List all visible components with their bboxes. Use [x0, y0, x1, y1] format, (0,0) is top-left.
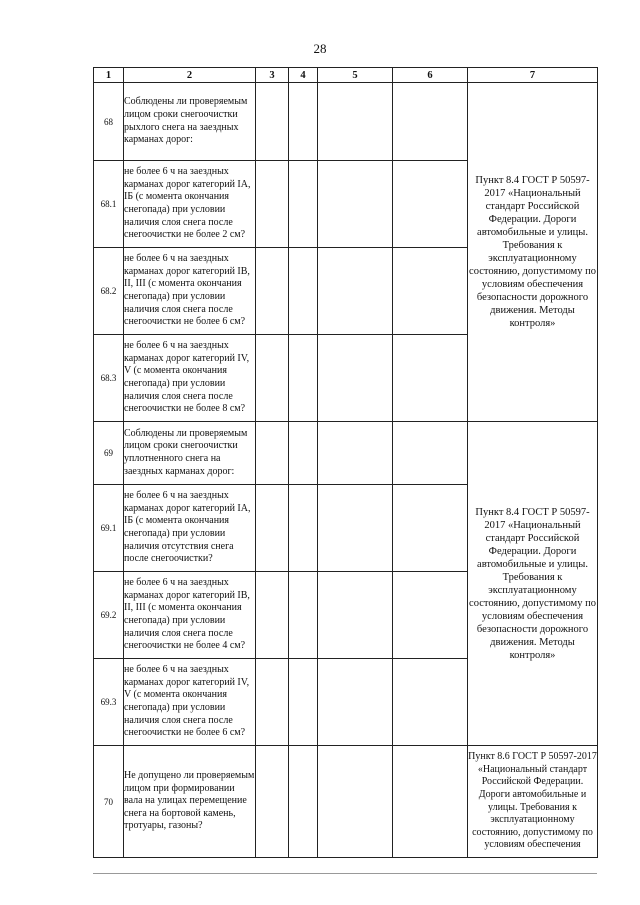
row-number: 70 [94, 746, 124, 858]
empty-cell [393, 335, 468, 422]
empty-cell [256, 485, 289, 572]
checklist-table [93, 67, 598, 858]
empty-cell [289, 248, 318, 335]
empty-cell [256, 746, 289, 858]
empty-cell [318, 422, 393, 485]
empty-cell [256, 572, 289, 659]
column-header: 6 [393, 68, 468, 83]
empty-cell [289, 572, 318, 659]
question-text: не более 6 ч на заездных карманах дорог категорий IА, IБ (с момента окончания снегопада) при условии наличия отсутствия снега после снегоочистки? [124, 485, 256, 572]
question-text: не более 6 ч на заездных карманах дорог категорий IV, V (с момента окончания снегопада) при условии наличия слоя снега после снегоочистки не более 8 см? [124, 335, 256, 422]
empty-cell [393, 248, 468, 335]
question-text: не более 6 ч на заездных карманах дорог категорий IV, V (с момента окончания снегопада) при условии наличия слоя снега после снегоочистки не более 6 см? [124, 659, 256, 746]
row-number: 69.1 [94, 485, 124, 572]
column-header: 4 [289, 68, 318, 83]
page-number: 28 [313, 41, 327, 56]
column-header: 2 [124, 68, 256, 83]
table-row [94, 746, 598, 858]
reference-cell: Пункт 8.6 ГОСТ Р 50597-2017 «Национальный стандарт Российской Федерации. Дороги автомобильные и улицы. Требования к эксплуатационному состоянию, допустимому по условиям обеспечения [468, 746, 598, 858]
empty-cell [318, 248, 393, 335]
row-number: 68.2 [94, 248, 124, 335]
empty-cell [318, 659, 393, 746]
table-row [94, 83, 598, 161]
question-text: Соблюдены ли проверяемым лицом сроки снегоочистки уплотненного снега на заездных карманах дорог: [124, 422, 256, 485]
empty-cell [289, 659, 318, 746]
question-text: не более 6 ч на заездных карманах дорог категорий IВ, II, III (с момента окончания снегопада) при условии наличия слоя снега после снегоочистки не более 4 см? [124, 572, 256, 659]
column-header: 7 [468, 68, 598, 83]
empty-cell [393, 572, 468, 659]
empty-cell [256, 83, 289, 161]
empty-cell [393, 83, 468, 161]
empty-cell [289, 422, 318, 485]
question-text: Соблюдены ли проверяемым лицом сроки снегоочистки рыхлого снега на заездных карманах дорог: [124, 83, 256, 161]
empty-cell [289, 746, 318, 858]
empty-cell [318, 161, 393, 248]
empty-cell [393, 422, 468, 485]
table-row [94, 422, 598, 485]
column-header: 5 [318, 68, 393, 83]
empty-cell [393, 659, 468, 746]
empty-cell [393, 746, 468, 858]
empty-cell [318, 485, 393, 572]
reference-cell: Пункт 8.4 ГОСТ Р 50597-2017 «Национальный стандарт Российской Федерации. Дороги автомобильные и улицы. Требования к эксплуатационному состоянию, допустимому по условиям обеспечения безопасности дорожного движения. Методы контроля» [468, 83, 598, 422]
table-header-row [94, 68, 598, 83]
empty-cell [256, 248, 289, 335]
empty-cell [289, 161, 318, 248]
empty-cell [393, 485, 468, 572]
reference-cell: Пункт 8.4 ГОСТ Р 50597-2017 «Национальный стандарт Российской Федерации. Дороги автомобильные и улицы. Требования к эксплуатационному состоянию, допустимому по условиям обеспечения безопасности дорожного движения. Методы контроля» [468, 422, 598, 746]
empty-cell [256, 422, 289, 485]
column-header: 3 [256, 68, 289, 83]
empty-cell [289, 335, 318, 422]
page-bottom-rule [93, 873, 597, 874]
question-text: Не допущено ли проверяемым лицом при формировании вала на улицах перемещение снега на бортовой камень, тротуары, газоны? [124, 746, 256, 858]
empty-cell [256, 335, 289, 422]
empty-cell [256, 659, 289, 746]
empty-cell [289, 83, 318, 161]
row-number: 69 [94, 422, 124, 485]
empty-cell [318, 335, 393, 422]
empty-cell [318, 572, 393, 659]
empty-cell [393, 161, 468, 248]
empty-cell [318, 83, 393, 161]
row-number: 69.2 [94, 572, 124, 659]
row-number: 69.3 [94, 659, 124, 746]
row-number: 68.1 [94, 161, 124, 248]
column-header: 1 [94, 68, 124, 83]
empty-cell [256, 161, 289, 248]
row-number: 68.3 [94, 335, 124, 422]
empty-cell [289, 485, 318, 572]
empty-cell [318, 746, 393, 858]
row-number: 68 [94, 83, 124, 161]
question-text: не более 6 ч на заездных карманах дорог категорий IА, IБ (с момента окончания снегопада) при условии наличия слоя снега после снегоочистки не более 2 см? [124, 161, 256, 248]
question-text: не более 6 ч на заездных карманах дорог категорий IВ, II, III (с момента окончания снегопада) при условии наличия слоя снега после снегоочистки не более 6 см? [124, 248, 256, 335]
